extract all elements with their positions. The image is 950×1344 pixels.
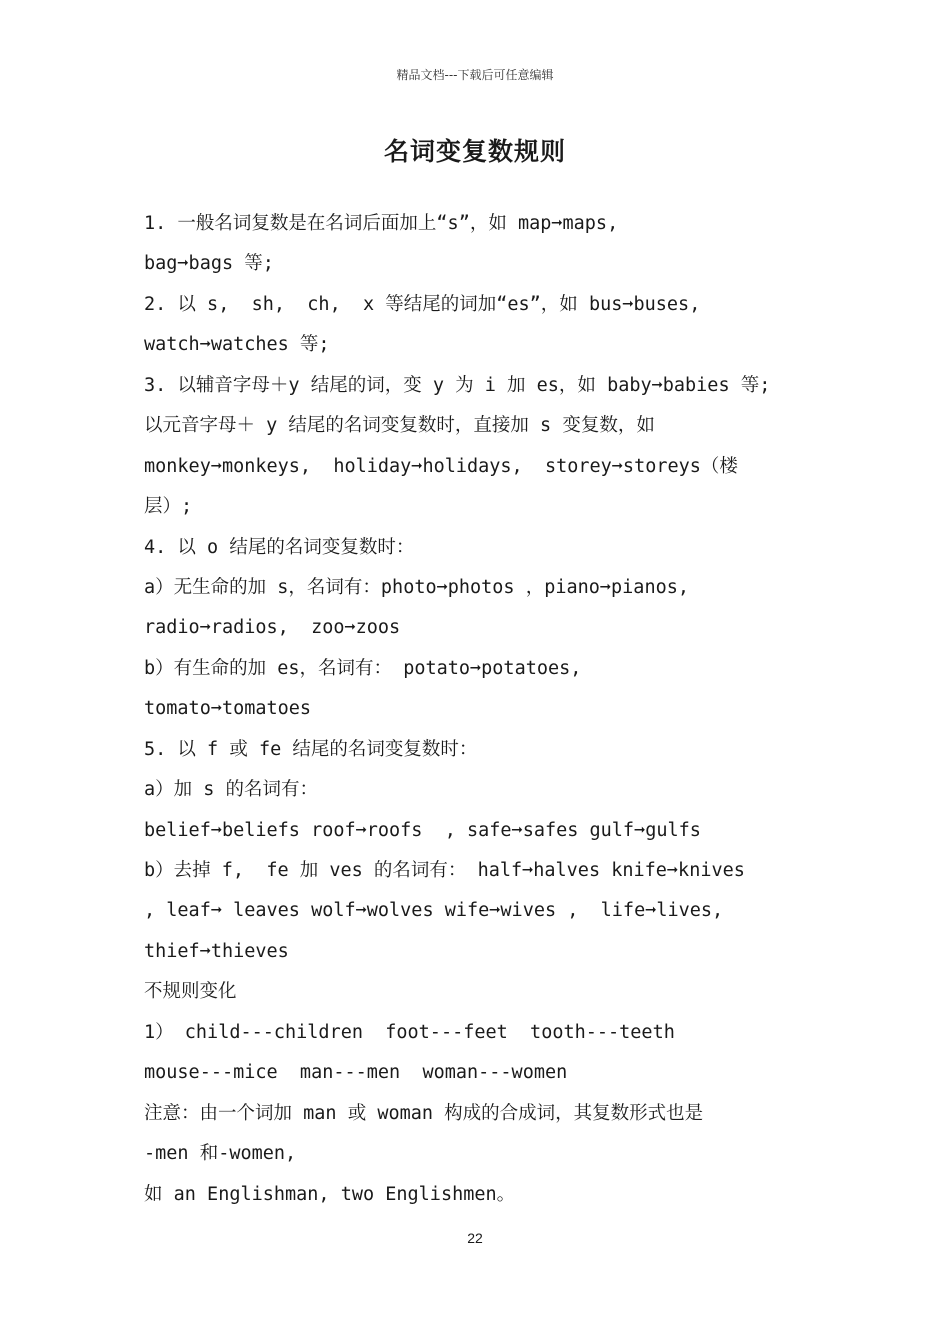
text-line: thief➞thieves — [144, 940, 289, 962]
text-line: 如 an Englishman, two Englishmen。 — [144, 1183, 516, 1205]
text-line: tomato➞tomatoes — [144, 698, 312, 720]
page-number: 22 — [467, 1230, 483, 1246]
text-line: 5. 以 f 或 fe 结尾的名词变复数时： — [144, 738, 478, 760]
text-line: mouse---mice man---men woman---women — [144, 1062, 568, 1084]
text-line: monkey➞monkeys, holiday➞holidays, storey➞storeys（楼 — [144, 455, 738, 477]
text-line: 1） child---children foot---feet tooth---teeth — [144, 1021, 675, 1043]
text-line: 1. 一般名词复数是在名词后面加上“s”，如 map➞maps, — [144, 213, 619, 234]
text-line: 4. 以 o 结尾的名词变复数时： — [144, 536, 415, 558]
text-line: 注意：由一个词加 man 或 woman 构成的合成词，其复数形式也是 — [144, 1102, 704, 1124]
text-line: watch➞watches 等; — [144, 334, 330, 356]
text-line: -men 和-women, — [144, 1143, 297, 1165]
text-line: 层）; — [144, 496, 193, 518]
document-title: 名词变复数规则 — [383, 137, 566, 166]
text-line: a）无生命的加 s，名词有：photo➞photos ，piano➞pianos, — [144, 576, 690, 598]
document-body — [144, 204, 824, 1215]
page-header: 精品文档---下载后可任意编辑 — [396, 68, 554, 82]
text-line: , leaf➞ leaves wolf➞wolves wife➞wives , life➞lives, — [144, 900, 724, 922]
text-line: belief➞beliefs roof➞roofs , safe➞safes gulf➞gulfs — [144, 819, 701, 841]
text-line: 2. 以 s, sh, ch, x 等结尾的词加“es”，如 bus➞buses, — [144, 293, 701, 315]
text-line: 以元音字母＋ y 结尾的名词变复数时，直接加 s 变复数，如 — [144, 415, 655, 437]
text-line: 3. 以辅音字母＋y 结尾的词，变 y 为 i 加 es，如 baby➞babies 等; — [144, 374, 771, 396]
text-line: a）加 s 的名词有： — [144, 779, 319, 801]
text-line: b）去掉 f, fe 加 ves 的名词有： half➞halves knife➞knives — [144, 860, 745, 881]
text-line: 不规则变化 — [144, 981, 237, 1003]
text-line: bag➞bags 等; — [144, 253, 274, 275]
text-line: b）有生命的加 es，名词有： potato➞potatoes, — [144, 657, 582, 679]
text-line: radio➞radios, zoo➞zoos — [144, 617, 401, 639]
